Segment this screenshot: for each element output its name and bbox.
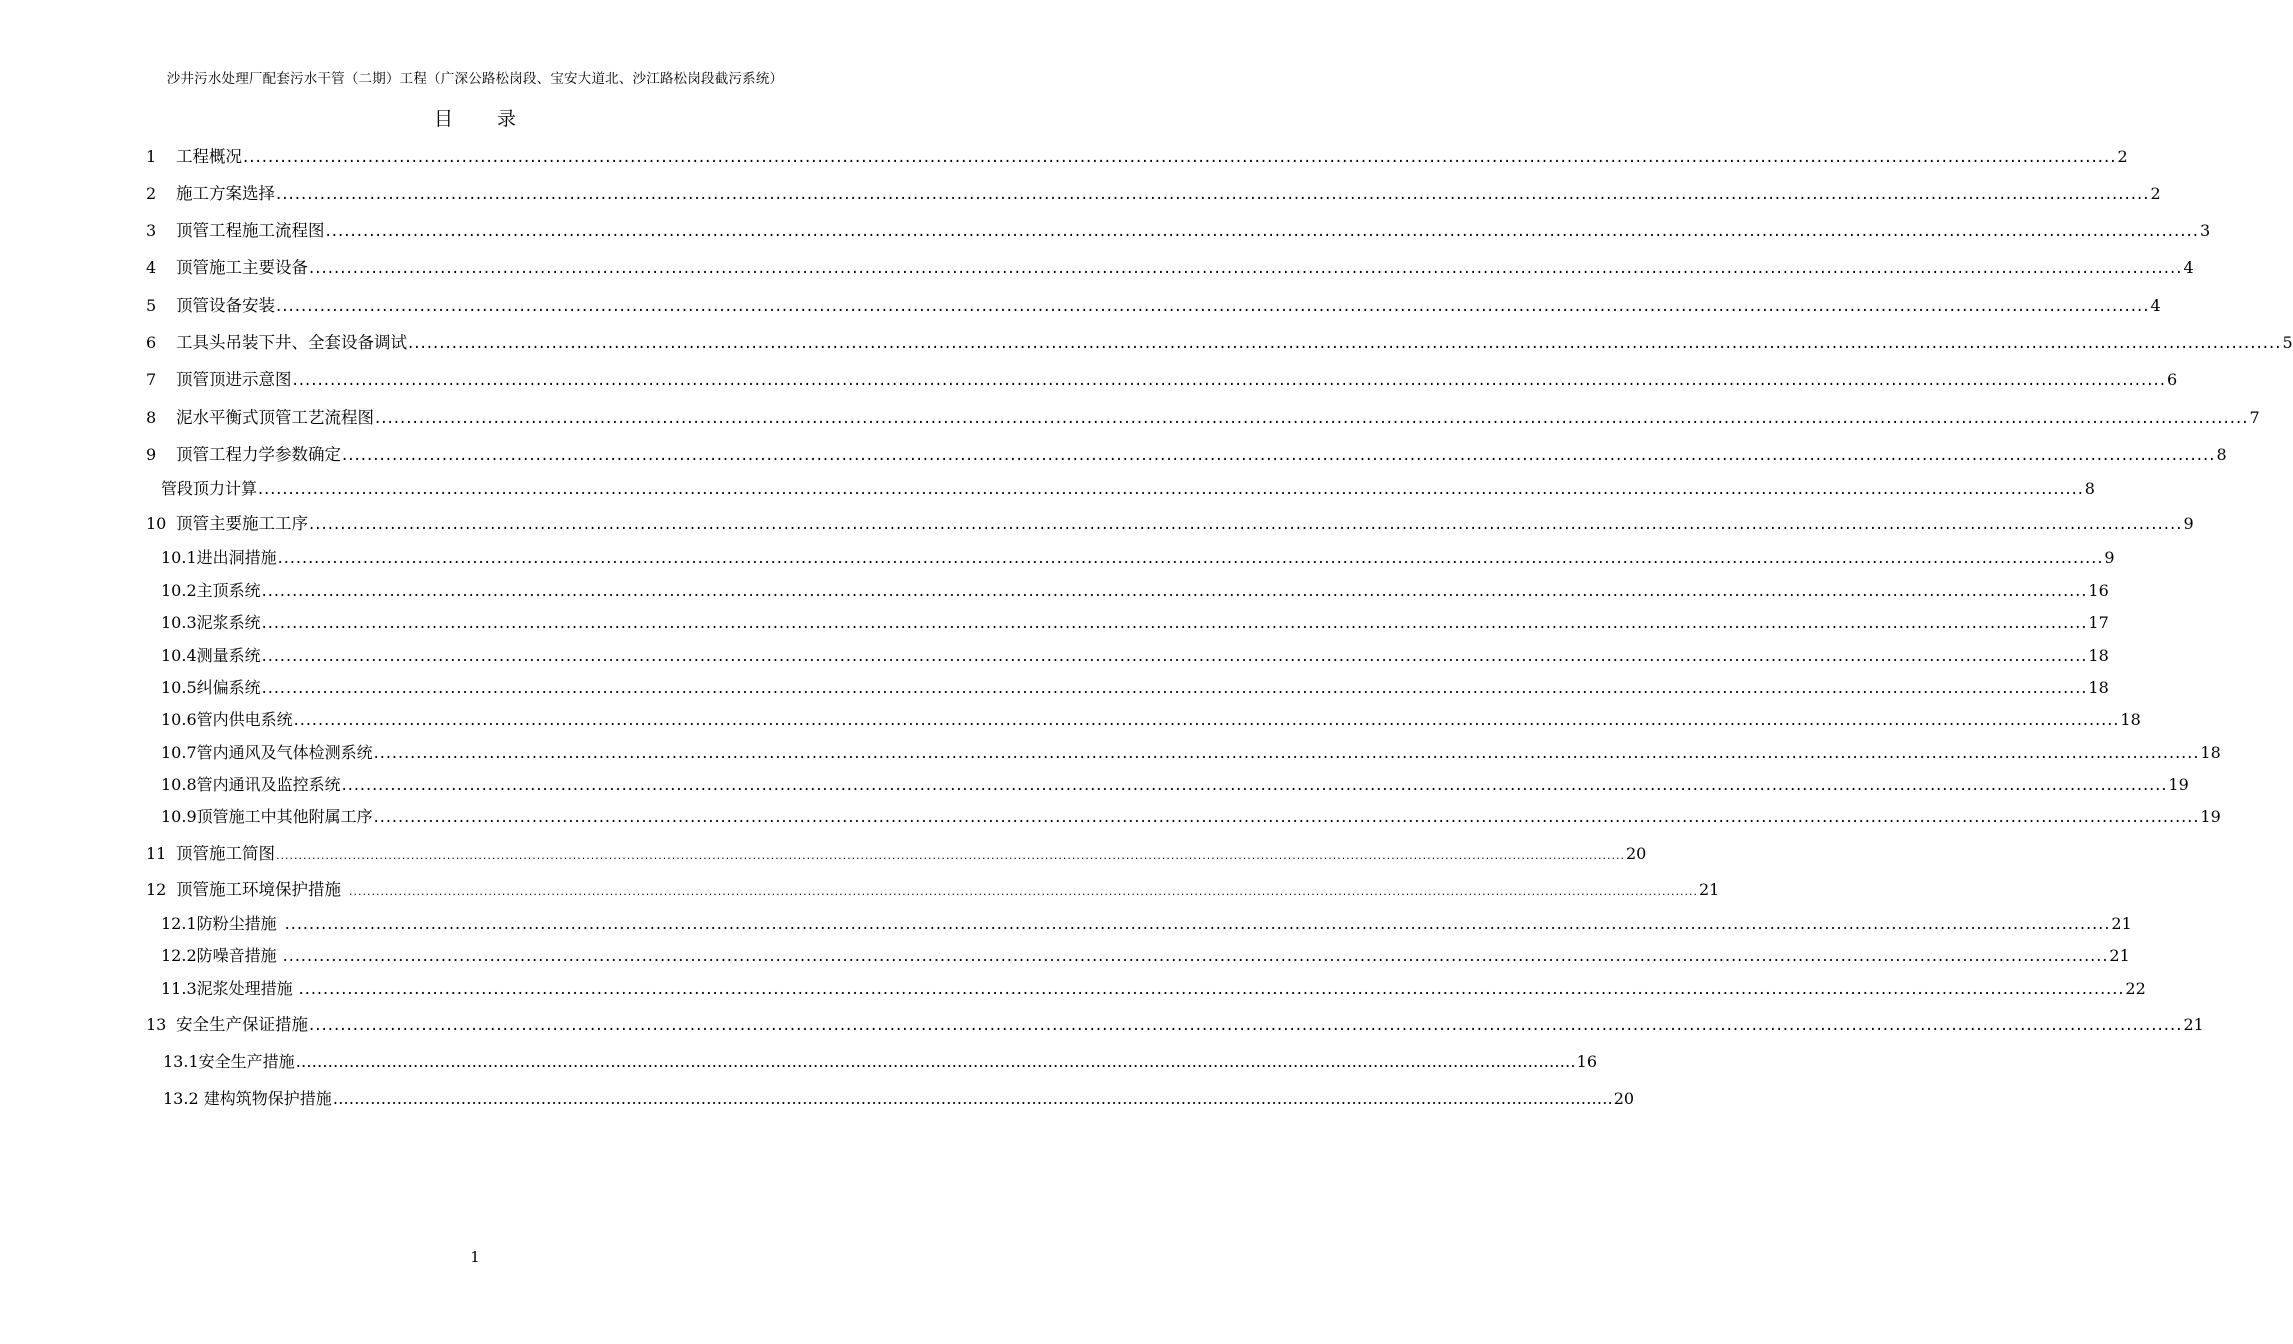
toc-leader: ............................................................................................................................................................................................................................................................................................................: [342, 445, 2216, 464]
toc-entry[interactable]: [161, 804, 2221, 828]
toc-entry-page: 20: [1625, 844, 1647, 863]
toc-entry-page: 4: [2183, 258, 2194, 277]
toc-entry-page: 9: [2104, 548, 2115, 567]
toc-leader: ............................................................................................................................................................................................................................................................................................................: [373, 743, 2200, 762]
toc-entry[interactable]: [163, 1086, 1635, 1110]
toc-entry-label: 工具头吊装下井、全套设备调试: [176, 333, 407, 352]
toc-entry-number: 10: [146, 514, 167, 533]
toc-entry-label: 管段顶力计算: [161, 479, 258, 498]
toc-entry-label: 10.1进出洞措施: [161, 548, 277, 567]
toc-entry-page: 2: [2150, 184, 2161, 203]
toc-entry-label: 顶管主要施工工序: [176, 514, 308, 533]
toc-entry-label: 10.4测量系统: [161, 646, 261, 665]
toc-entry-page: 21: [2109, 946, 2130, 965]
toc-entry[interactable]: [146, 840, 1647, 864]
toc-entry[interactable]: [146, 441, 2227, 465]
toc-entry-number: 3: [146, 221, 157, 240]
toc-entry-label: 顶管施工简图: [176, 844, 275, 863]
toc-entry-page: 19: [2200, 807, 2221, 826]
toc-entry-label: 12.2防噪音措施: [161, 946, 277, 965]
toc-leader: ............................................................................................................................................................................................................................................................................................................: [276, 184, 2150, 203]
toc-entry[interactable]: [161, 675, 2109, 699]
toc-entry-label: 工程概况: [176, 147, 242, 166]
toc-entry-page: 7: [2249, 408, 2260, 427]
toc-entry-label: 施工方案选择: [176, 184, 275, 203]
toc-entry-page: 18: [2200, 743, 2221, 762]
toc-entry[interactable]: [146, 143, 2128, 167]
toc-entry-label: 10.3泥浆系统: [161, 613, 261, 632]
toc-entry-page: 9: [2183, 514, 2194, 533]
toc-entry-label: 10.2主顶系统: [161, 581, 261, 600]
toc-entry-label: 12.1防粉尘措施: [161, 914, 277, 933]
toc-entry-page: 5: [2282, 333, 2293, 352]
toc-leader: ……………………………………………………………………………………………………………………………………………………………………………………………………………………: [332, 1089, 1613, 1108]
toc-leader: ............................................................................................................................................................................................................................................................................................................: [373, 807, 2200, 826]
running-header: 沙井污水处理厂配套污水干管（二期）工程（广深公路松岗段、宝安大道北、沙江路松岗段截污系统）: [166, 71, 784, 87]
toc-entry[interactable]: [146, 1011, 2204, 1035]
toc-entry-page: 21: [1698, 880, 1720, 899]
toc-entry-page: 21: [2111, 914, 2132, 933]
toc-entry-label: 10.6管内供电系统: [161, 710, 293, 729]
toc-entry-page: 17: [2088, 613, 2109, 632]
toc-leader: ............................................................................................................................................................................................................................................................................................................: [298, 979, 2125, 998]
toc-entry[interactable]: [146, 217, 2211, 241]
toc-entry-label: 10.7管内通风及气体检测系统: [161, 743, 373, 762]
toc-entry-number: 1: [146, 147, 157, 166]
toc-entry-label: 13.2 建构筑物保护措施: [163, 1089, 332, 1108]
toc-entry[interactable]: [161, 578, 2109, 602]
toc-entry[interactable]: [146, 180, 2161, 204]
toc-entry[interactable]: [146, 329, 2293, 353]
toc-entry-page: 20: [1613, 1089, 1635, 1108]
toc-entry-page: 16: [1576, 1052, 1597, 1071]
toc-leader: ............................................................................................................................................................................................................................................................................................................: [309, 258, 2183, 277]
toc-entry-number: 5: [146, 296, 157, 315]
toc-entry-label: 泥水平衡式顶管工艺流程图: [176, 408, 374, 427]
toc-leader: ............................................................................................................................................................................................................................................................................................................: [293, 710, 2120, 729]
toc-entry-number: 9: [146, 445, 157, 464]
page-number: 1: [470, 1248, 480, 1266]
toc-leader: ............................................................................................................................................................................................................................................................................................................: [261, 613, 2088, 632]
toc-entry-label: 顶管设备安装: [176, 296, 275, 315]
toc-leader: ............................................................................................................................................................................................................................................................................................................: [292, 370, 2166, 389]
toc-entry-label: 顶管工程施工流程图: [176, 221, 325, 240]
toc-entry-page: 18: [2120, 710, 2141, 729]
toc-entry-page: 16: [2088, 581, 2109, 600]
toc-entry-page: 8: [2216, 445, 2227, 464]
toc-entry-label: 10.8管内通讯及监控系统: [161, 775, 341, 794]
toc-entry-label: 10.5纠偏系统: [161, 678, 261, 697]
toc-entry-label: 11.3泥浆处理措施: [161, 979, 293, 998]
toc-entry[interactable]: [161, 610, 2109, 634]
toc-entry[interactable]: [161, 740, 2221, 764]
toc-entry[interactable]: [161, 476, 2095, 500]
toc-entry-number: 8: [146, 408, 157, 427]
toc-entry-label: 安全生产保证措施: [176, 1015, 308, 1034]
toc-entry[interactable]: [163, 1049, 1597, 1073]
toc-entry-number: 2: [146, 184, 157, 203]
toc-entry[interactable]: [161, 772, 2189, 796]
toc-leader: ............................................................................................................................................................................................................................................................................................................: [261, 581, 2088, 600]
toc-entry[interactable]: [161, 545, 2115, 569]
toc-entry-label: 10.9顶管施工中其他附属工序: [161, 807, 373, 826]
toc-entry[interactable]: [146, 292, 2161, 316]
toc-entry[interactable]: [146, 254, 2194, 278]
toc-entry[interactable]: [161, 976, 2146, 1000]
toc-entry[interactable]: [161, 643, 2109, 667]
toc-leader: ............................................................................................................................................................................................................................................................................................................: [282, 946, 2109, 965]
toc-entry[interactable]: [146, 510, 2194, 534]
toc-entry-label: 顶管施工主要设备: [176, 258, 308, 277]
toc-entry-page: 22: [2125, 979, 2146, 998]
toc-entry-number: 4: [146, 258, 157, 277]
toc-title-char-1: 目: [433, 108, 453, 130]
toc-entry-number: 11: [146, 844, 167, 863]
toc-entry-number: 12: [146, 880, 167, 899]
toc-entry-page: 6: [2166, 370, 2178, 389]
toc-entry[interactable]: [161, 911, 2132, 935]
toc-entry-label: 顶管顶进示意图: [176, 370, 292, 389]
toc-leader: ............................................................................................................................................................................................................................................................................................................: [261, 646, 2088, 665]
toc-leader: ……………………………………………………………………………………………………………………………………………………………………………………………………………………: [295, 1052, 1576, 1071]
toc-entry[interactable]: [146, 366, 2178, 390]
toc-leader: ............................................................................................................................................................................................................................................................................................................: [243, 147, 2117, 166]
toc-leader: ............................................................................................................................................................................................................................................................................................................: [309, 1015, 2183, 1034]
toc-leader: ............................................................................................................................................................................................................................................................................................................: [375, 408, 2249, 427]
toc-entry-number: 7: [146, 370, 157, 389]
toc-leader: ............................................................................................................................................................................................................................................................................................................: [258, 479, 2084, 498]
toc-leader: ............................................................................................................................................................................................................................................................................................................: [309, 514, 2183, 533]
toc-leader: ............................................................................................................................................................................................................................................................................................................: [261, 678, 2088, 697]
toc-title-char-2: 录: [497, 108, 517, 130]
toc-entry-label: 顶管工程力学参数确定: [176, 445, 341, 464]
toc-leader: ............................................................................................................................................................................................................................................................................................................: [341, 775, 2168, 794]
toc-entry[interactable]: [146, 876, 1720, 900]
toc-entry-number: 13: [146, 1015, 167, 1034]
toc-entry-page: 2: [2117, 147, 2128, 166]
toc-leader: ............................................................................................................................................................................................................................................................................................................: [349, 885, 1698, 898]
toc-entry[interactable]: [161, 707, 2141, 731]
toc-leader: ............................................................................................................................................................................................................................................................................................................: [408, 333, 2282, 352]
toc-entry-label: 13.1安全生产措施: [163, 1052, 295, 1071]
toc-entry-page: 3: [2199, 221, 2211, 240]
toc-entry-page: 21: [2183, 1015, 2204, 1034]
toc-leader: ............................................................................................................................................................................................................................................................................................................: [325, 221, 2199, 240]
toc-leader: ............................................................................................................................................................................................................................................................................................................: [276, 296, 2150, 315]
toc-entry[interactable]: [161, 943, 2130, 967]
toc-entry[interactable]: [146, 404, 2260, 428]
toc-leader: ............................................................................................................................................................................................................................................................................................................: [284, 914, 2111, 933]
toc-leader: ............................................................................................................................................................................................................................................................................................................: [276, 849, 1625, 862]
toc-entry-page: 19: [2168, 775, 2189, 794]
toc-entry-page: 8: [2084, 479, 2095, 498]
toc-entry-page: 18: [2088, 646, 2109, 665]
toc-entry-number: 6: [146, 333, 157, 352]
toc-entry-page: 4: [2150, 296, 2161, 315]
toc-leader: ............................................................................................................................................................................................................................................................................................................: [277, 548, 2104, 567]
toc-entry-label: 顶管施工环境保护措施: [176, 880, 341, 899]
toc-entry-page: 18: [2088, 678, 2109, 697]
